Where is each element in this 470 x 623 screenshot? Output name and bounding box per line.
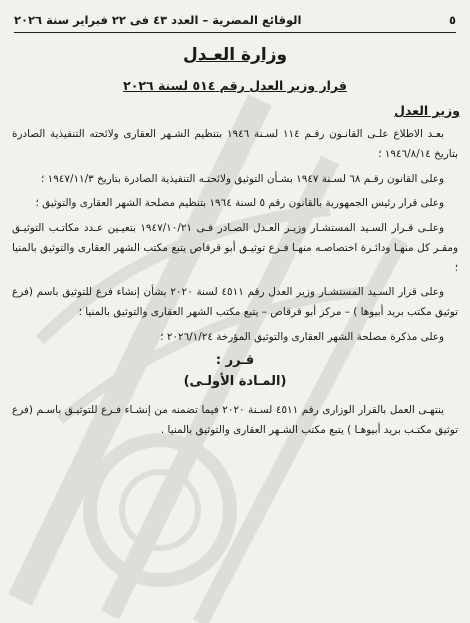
page-header xyxy=(14,8,456,33)
preamble-paragraph: بعـد الاطلاع علـى القانـون رقـم ١١٤ لسـنة ١٩٤٦ بتنظيم الشـهر العقارى ولائحته التنفيذية الصادرة بتاريخ ١٩٤٦/٨/١٤ ؛ xyxy=(12,128,458,160)
preamble-paragraph: وعلى مذكرة مصلحة الشهر العقارى والتوثيق المؤرخة ٢٠٢٦/١/٢٤ ؛ xyxy=(160,330,444,343)
decree-body xyxy=(12,124,458,445)
article-text: ينتهـى العمل بالقرار الوزارى رقم ٤٥١١ لسـنة ٢٠٢٠ فيما تضمنه من إنشـاء فـرع للتوثيـق باسـم (فرع توثيق مكتـب بريد أبيوهـا ) يتبع مكتب الشـهر العقارى والتوثيق بالمنيا . xyxy=(12,404,458,436)
page-number: ٥ xyxy=(448,13,456,27)
ministry-title: وزارة العـدل xyxy=(182,45,288,65)
preamble-paragraph: وعلى قرار السـيد المستشـار وزير العدل رقم ٤٥١١ لسنة ٢٠٢٠ بشأن إنشاء فرع للتوثيق باسم (فرع توثيق مكتب بريد أبيوها ) – مركز أبو قرقاص – يتبع مكتب الشهر العقارى والتوثيق بالمنيا ؛ xyxy=(12,286,458,318)
article-heading: (المـادة الأولـى) xyxy=(183,374,287,389)
signer-heading: وزير العدل xyxy=(394,103,460,118)
decree-title: قرار وزير العدل رقم ٥١٤ لسنة ٢٠٢٦ xyxy=(123,78,347,93)
preamble-paragraph: وعلى قرار رئيس الجمهورية بالقانون رقم ٥ لسنة ١٩٦٤ بتنظيم مصلحة الشهر العقارى والتوثيق ؛ xyxy=(35,197,444,209)
preamble-paragraph: وعلى القانون رقـم ٦٨ لسـنة ١٩٤٧ بشـأن التوثيق ولائحتـه التنفيذية الصادرة بتاريخ ١٩٤٧/١١/٣ ؛ xyxy=(41,172,444,185)
gazette-issue-line: الوقائع المصرية – العدد ٤٣ فى ٢٢ فبراير سنة ٢٠٢٦ xyxy=(14,13,302,27)
decides-heading: قـرر : xyxy=(215,353,255,368)
preamble-paragraph: وعلـى قـرار السـيد المستشـار وزيـر العـدل الصـادر فـى ١٩٤٧/١٠/٢١ بتعيـين عـدد مكاتـب التوثيـق ومقـر كل منهـا ودائـرة اختصاصـه منهـا فـرع توثيـق أبو قرقاص يتبع مكتب الشهر العقارى والتوثيق بالمنيا ؛ xyxy=(12,221,458,274)
